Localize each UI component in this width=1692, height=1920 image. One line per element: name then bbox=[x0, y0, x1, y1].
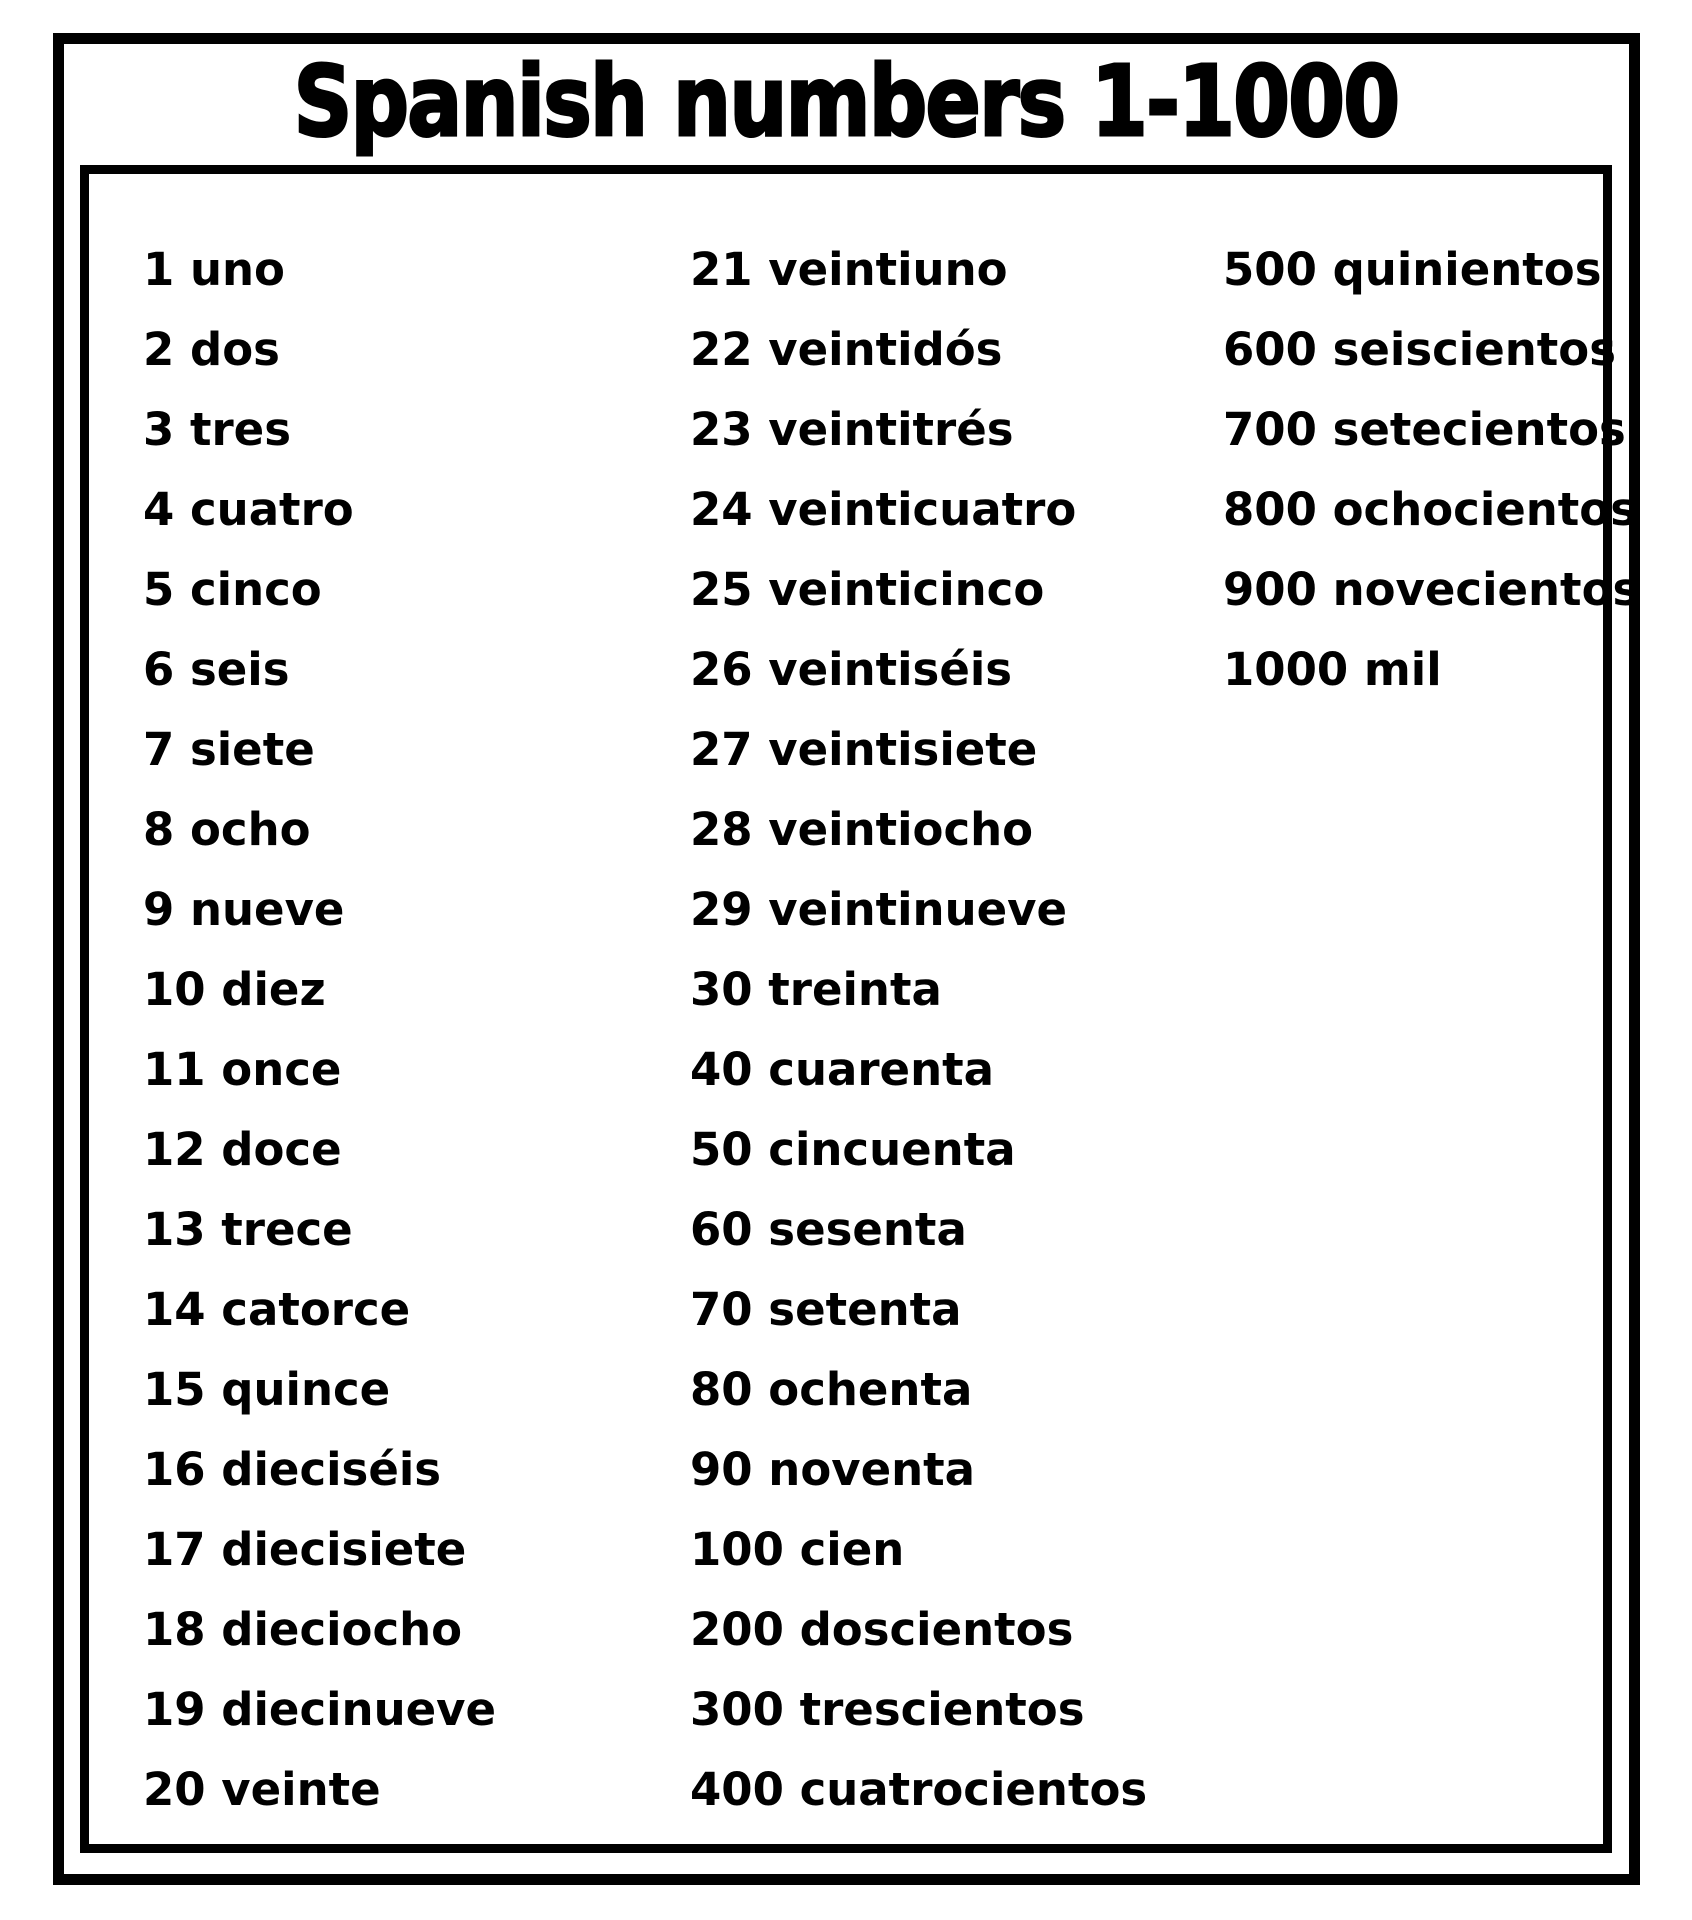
list-item: 8 ocho bbox=[143, 803, 311, 856]
list-item: 12 doce bbox=[143, 1123, 342, 1176]
list-item: 700 setecientos bbox=[1223, 403, 1626, 456]
list-item: 18 dieciocho bbox=[143, 1603, 463, 1656]
list-item: 50 cincuenta bbox=[690, 1123, 1016, 1176]
list-item: 3 tres bbox=[143, 403, 291, 456]
list-item: 21 veintiuno bbox=[690, 243, 1008, 296]
list-item: 13 trece bbox=[143, 1203, 353, 1256]
list-item: 11 once bbox=[143, 1043, 342, 1096]
list-item: 900 novecientos bbox=[1223, 563, 1640, 616]
numbers-column-3 bbox=[1223, 230, 1639, 710]
list-item: 500 quinientos bbox=[1223, 243, 1602, 296]
list-item: 1 uno bbox=[143, 243, 285, 296]
list-item: 19 diecinueve bbox=[143, 1683, 496, 1736]
list-item: 16 dieciséis bbox=[143, 1443, 442, 1496]
list-item: 4 cuatro bbox=[143, 483, 354, 536]
list-item: 22 veintidós bbox=[690, 323, 1003, 376]
list-item: 30 treinta bbox=[690, 963, 942, 1016]
list-item: 28 veintiocho bbox=[690, 803, 1034, 856]
list-item: 20 veinte bbox=[143, 1763, 381, 1816]
list-item: 400 cuatrocientos bbox=[690, 1763, 1148, 1816]
list-item: 9 nueve bbox=[143, 883, 345, 936]
list-item: 1000 mil bbox=[1223, 643, 1442, 696]
list-item: 23 veintitrés bbox=[690, 403, 1014, 456]
list-item: 600 seiscientos bbox=[1223, 323, 1616, 376]
numbers-column-1 bbox=[143, 230, 496, 1830]
list-item: 80 ochenta bbox=[690, 1363, 973, 1416]
list-item: 10 diez bbox=[143, 963, 326, 1016]
list-item: 26 veintiséis bbox=[690, 643, 1013, 696]
list-item: 27 veintisiete bbox=[690, 723, 1038, 776]
list-item: 800 ochocientos bbox=[1223, 483, 1638, 536]
list-item: 7 siete bbox=[143, 723, 315, 776]
list-item: 14 catorce bbox=[143, 1283, 411, 1336]
list-item: 24 veinticuatro bbox=[690, 483, 1077, 536]
list-item: 5 cinco bbox=[143, 563, 322, 616]
list-item: 100 cien bbox=[690, 1523, 905, 1576]
list-item: 300 trescientos bbox=[690, 1683, 1085, 1736]
list-item: 70 setenta bbox=[690, 1283, 962, 1336]
list-item: 40 cuarenta bbox=[690, 1043, 994, 1096]
list-item: 200 doscientos bbox=[690, 1603, 1074, 1656]
page-title: Spanish numbers 1-1000 bbox=[293, 45, 1399, 158]
list-item: 17 diecisiete bbox=[143, 1523, 467, 1576]
list-item: 2 dos bbox=[143, 323, 280, 376]
numbers-column-2 bbox=[690, 230, 1147, 1830]
list-item: 25 veinticinco bbox=[690, 563, 1045, 616]
list-item: 6 seis bbox=[143, 643, 290, 696]
list-item: 60 sesenta bbox=[690, 1203, 967, 1256]
list-item: 90 noventa bbox=[690, 1443, 976, 1496]
list-item: 29 veintinueve bbox=[690, 883, 1067, 936]
list-item: 15 quince bbox=[143, 1363, 391, 1416]
